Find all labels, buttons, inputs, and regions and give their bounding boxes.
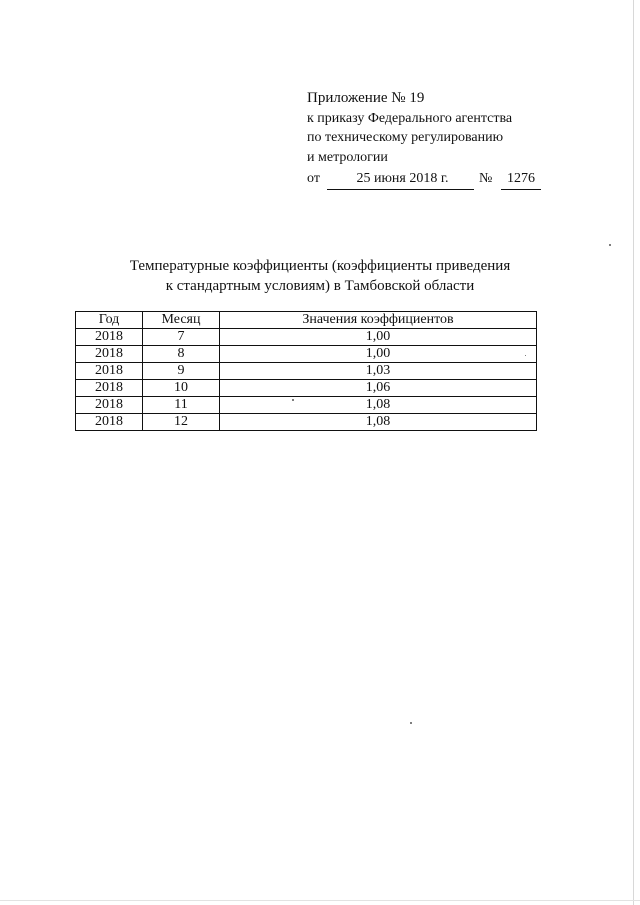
cell-value: 1,08 [220, 397, 537, 414]
annex-metrology-line: и метрологии [307, 149, 388, 165]
page-edge [633, 0, 634, 905]
order-date: 25 июня 2018 г. [327, 169, 474, 190]
title-line-1: Температурные коэффициенты (коэффициенты приведения [129, 258, 511, 274]
scan-speck [292, 399, 294, 401]
cell-month: 11 [143, 397, 220, 414]
order-number: 1276 [501, 169, 541, 190]
table-row [76, 397, 537, 414]
annex-order-line: к приказу Федерального агентства [307, 110, 513, 126]
header-month: Месяц [143, 312, 220, 329]
cell-month: 12 [143, 414, 220, 431]
title-line-2: к стандартным условиям) в Тамбовской области [165, 278, 475, 294]
annex-agency-line: по техническому регулированию [307, 130, 504, 145]
date-prefix: от [307, 171, 320, 186]
annex-date-row [307, 169, 535, 189]
cell-value: 1,06 [220, 380, 537, 397]
cell-year: 2018 [76, 363, 143, 380]
cell-value: 1,03 [220, 363, 537, 380]
cell-year: 2018 [76, 414, 143, 431]
table-row [76, 414, 537, 431]
cell-month: 7 [143, 329, 220, 346]
scan-speck [609, 244, 611, 246]
cell-month: 8 [143, 346, 220, 363]
cell-year: 2018 [76, 346, 143, 363]
cell-value: 1,08 [220, 414, 537, 431]
cell-value: 1,00 [220, 329, 537, 346]
cell-year: 2018 [76, 329, 143, 346]
coefficients-table [75, 311, 537, 431]
table-header-row [76, 312, 537, 329]
table-row [76, 329, 537, 346]
document-title [60, 256, 580, 296]
cell-month: 9 [143, 363, 220, 380]
header-values: Значения коэффициентов [220, 312, 537, 329]
table-row [76, 380, 537, 397]
table-row [76, 363, 537, 380]
cell-year: 2018 [76, 397, 143, 414]
header-year: Год [76, 312, 143, 329]
scan-speck [525, 355, 526, 356]
annex-number: Приложение № 19 [307, 90, 425, 106]
number-sign: № [479, 171, 493, 186]
table-row [76, 346, 537, 363]
cell-month: 10 [143, 380, 220, 397]
scan-speck [410, 722, 412, 724]
cell-year: 2018 [76, 380, 143, 397]
page-edge-bottom [0, 900, 640, 901]
cell-value: 1,00 [220, 346, 537, 363]
annex-header [307, 89, 535, 189]
